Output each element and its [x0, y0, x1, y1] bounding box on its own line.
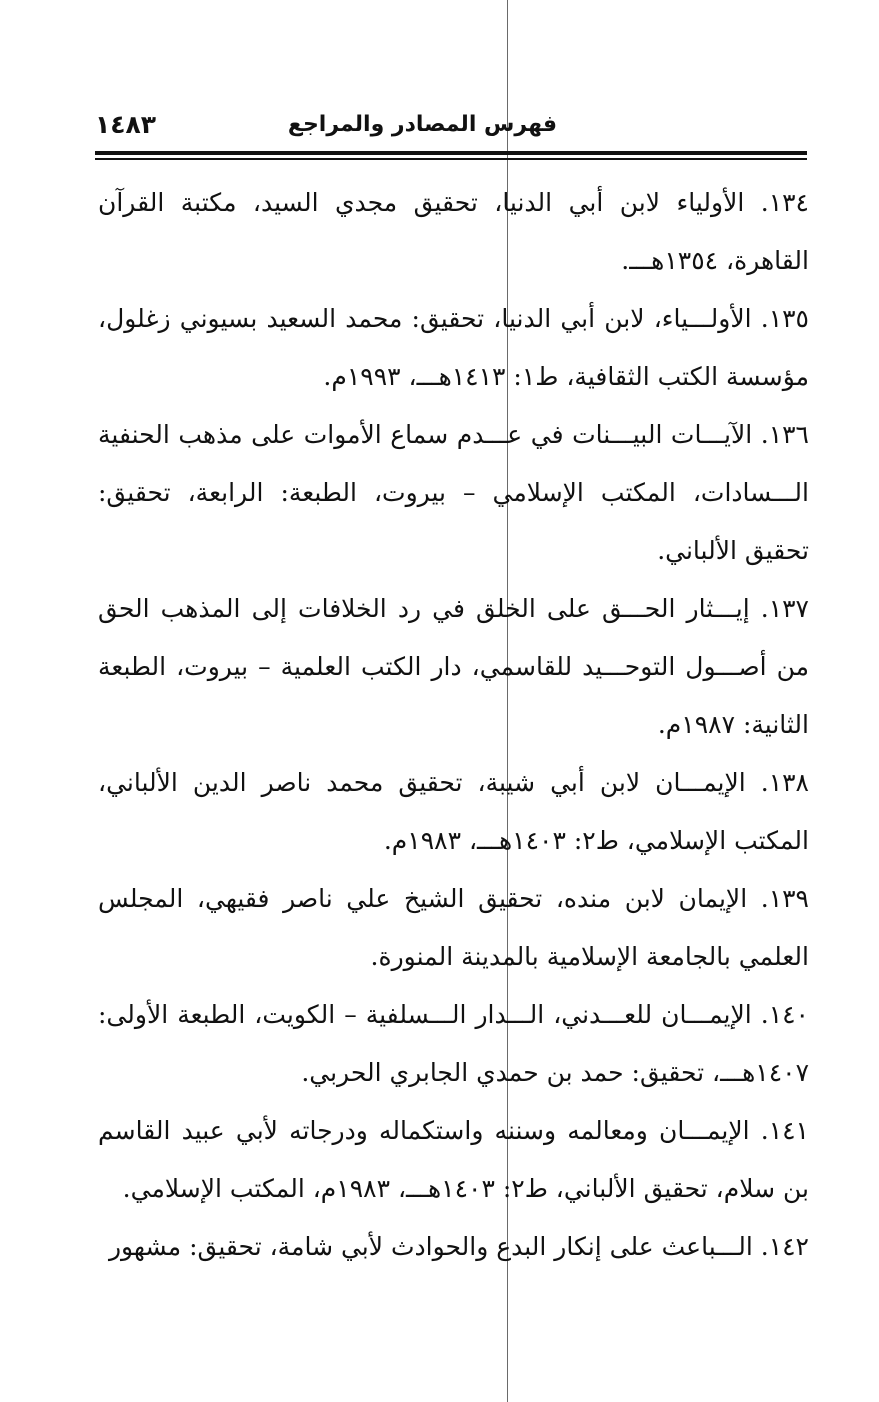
bibliography-list [98, 174, 809, 1276]
bibliography-entry-136: ١٣٦. الآيـــات البيـــنات في عـــدم سماع الأموات على مذهب الحنفية الـــسادات، المكتب الإسلامي – بيروت، الطبعة: الرابعة، تحقيق: تحقيق الألباني. [98, 420, 809, 565]
bibliography-entry-141: ١٤١. الإيمـــان ومعالمه وسننه واستكماله ودرجاته لأبي عبيد القاسم بن سلام، تحقيق الألباني، ط٢: ١٤٠٣هـــ، ١٩٨٣م، المكتب الإسلامي. [98, 1116, 809, 1203]
bibliography-entry-139: ١٣٩. الإيمان لابن منده، تحقيق الشيخ علي ناصر فقيهي، المجلس العلمي بالجامعة الإسلامية بالمدينة المنورة. [98, 884, 809, 971]
bibliography-entry-134: ١٣٤. الأولياء لابن أبي الدنيا، تحقيق مجدي السيد، مكتبة القرآن القاهرة، ١٣٥٤هـــ. [98, 188, 809, 275]
page-number: ١٤٨٣ [95, 110, 157, 139]
page-header [95, 108, 807, 144]
bibliography-entry-137: ١٣٧. إيـــثار الحـــق على الخلق في رد الخلافات إلى المذهب الحق من أصـــول التوحـــيد للقاسمي، دار الكتب العلمية – بيروت، الطبعة الثانية: ١٩٨٧م. [98, 594, 809, 739]
bibliography-entry-140: ١٤٠. الإيمـــان للعـــدني، الـــدار الـــسلفية – الكويت، الطبعة الأولى: ١٤٠٧هـــ، تحقيق: حمد بن حمدي الجابري الحربي. [98, 1000, 809, 1087]
bibliography-entry-138: ١٣٨. الإيمـــان لابن أبي شيبة، تحقيق محمد ناصر الدين الألباني، المكتب الإسلامي، ط٢: ١٤٠٣هـــ، ١٩٨٣م. [98, 768, 809, 855]
header-rule-thin [95, 158, 807, 160]
header-rule-thick [95, 151, 807, 155]
bibliography-entry-135: ١٣٥. الأولـــياء، لابن أبي الدنيا، تحقيق: محمد السعيد بسيوني زغلول، مؤسسة الكتب الثقافية، ط١: ١٤١٣هـــ، ١٩٩٣م. [98, 304, 809, 391]
running-title: فهرس المصادر والمراجع [287, 112, 557, 137]
bibliography-entry-142: ١٤٢. الـــباعث على إنكار البدع والحوادث لأبي شامة، تحقيق: مشهور [108, 1232, 809, 1261]
